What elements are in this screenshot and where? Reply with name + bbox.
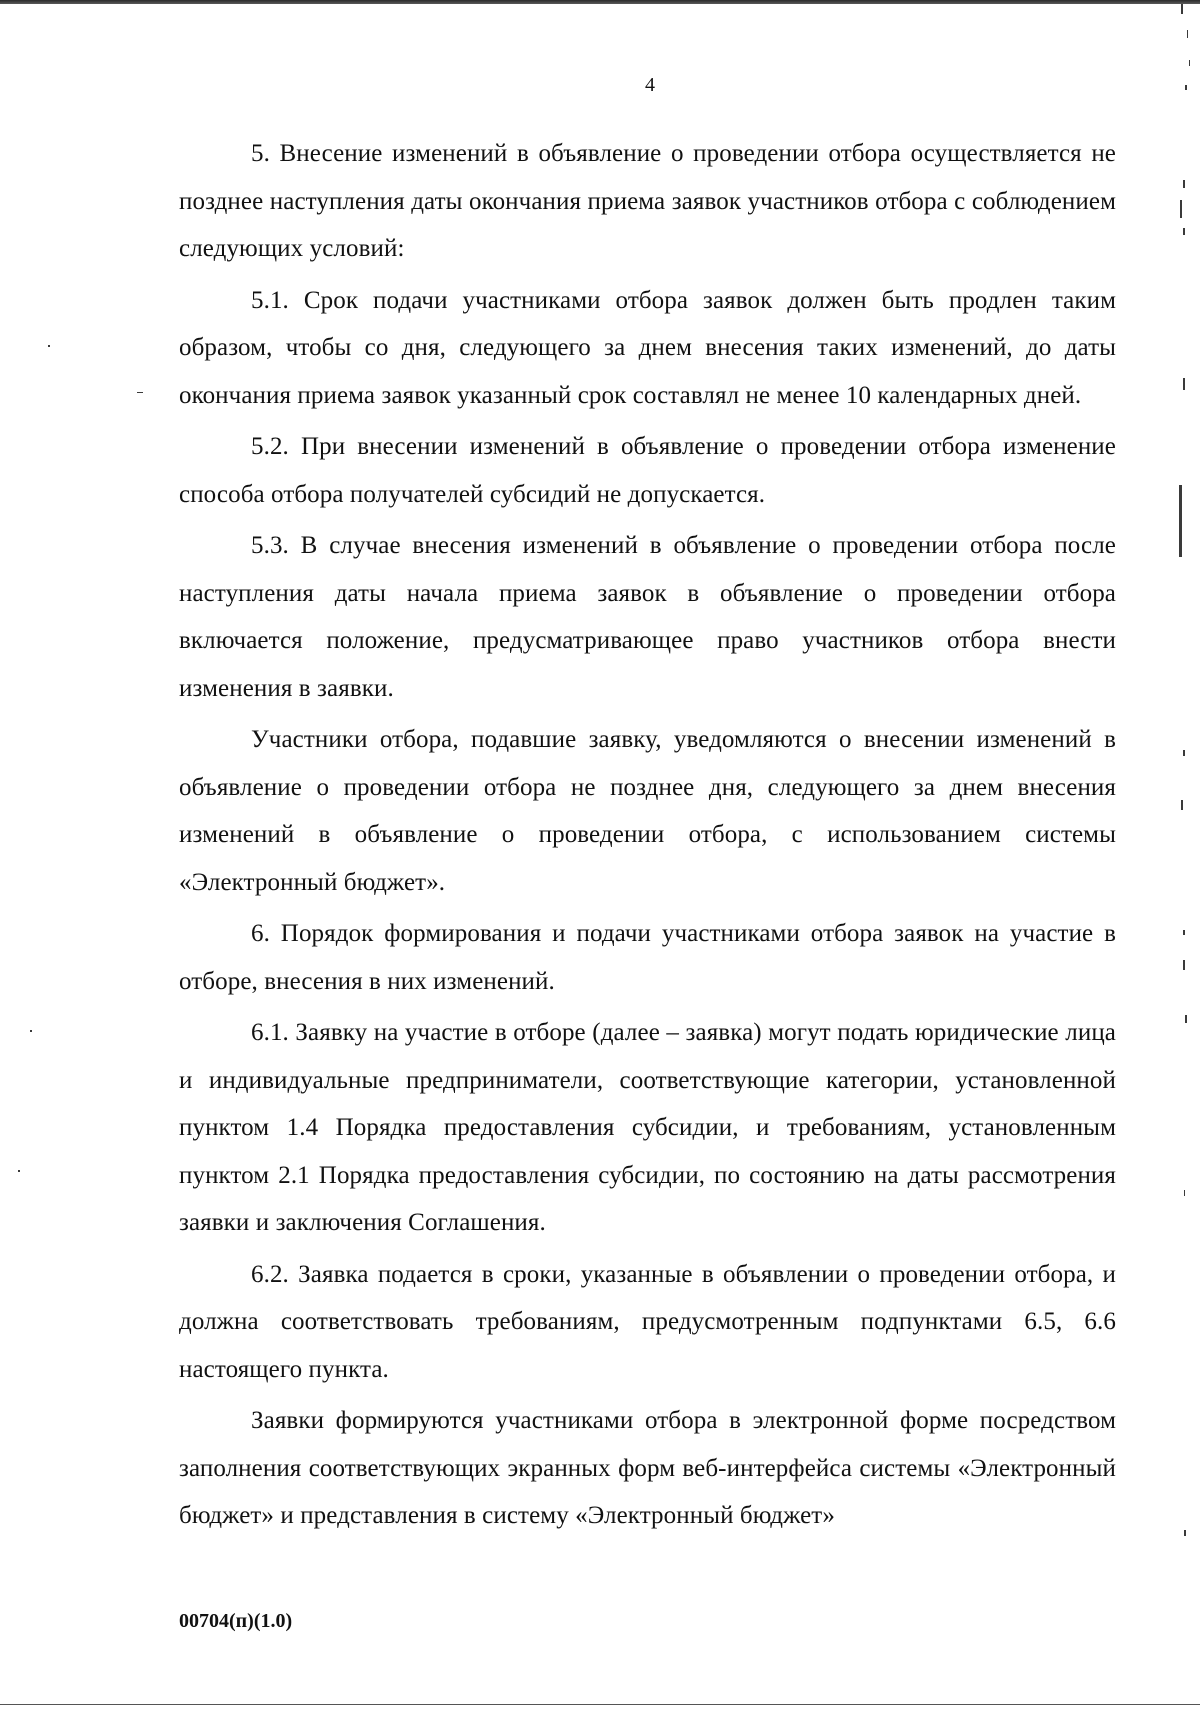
- paragraph-applications-formation: Заявки формируются участниками отбора в электронной форме посредством заполнения соответствующих экранных форм веб-интерфейса системы «Электронный бюджет» и представления в систему «Электронный бюджет»: [179, 1407, 1116, 1529]
- document-code: 00704(п)(1.0): [179, 1610, 293, 1632]
- paragraph-5-3: 5.3. В случае внесения изменений в объявление о проведении отбора после наступления даты начала приема заявок в объявление о проведении отбора включается положение, предусматривающее право участников отбора внести изменения в заявки.: [179, 532, 1116, 702]
- paragraph-5-1: 5.1. Срок подачи участниками отбора заявок должен быть продлен таким образом, чтобы со дня, следующего за днем внесения таких изменений, до даты окончания приема заявок указанный срок составлял не менее 10 календарных дней.: [179, 286, 1116, 409]
- paragraph-6: 6. Порядок формирования и подачи участниками отбора заявок на участие в отборе, внесения в них изменений.: [179, 920, 1116, 995]
- paragraph-5: 5. Внесение изменений в объявление о проведении отбора осуществляется не позднее наступления даты окончания приема заявок участников отбора с соблюдением следующих условий:: [179, 140, 1116, 262]
- document-body: [179, 130, 1116, 1544]
- paragraph-6-2: 6.2. Заявка подается в сроки, указанные в объявлении о проведении отбора, и должна соответствовать требованиям, предусмотренным подпунктами 6.5, 6.6 настоящего пункта.: [179, 1260, 1116, 1383]
- paragraph-notification: Участники отбора, подавшие заявку, уведомляются о внесении изменений в объявление о проведении отбора не позднее дня, следующего за днем внесения изменений в объявление о проведении отбора, с использованием системы «Электронный бюджет».: [179, 726, 1116, 896]
- page-number: 4: [645, 74, 655, 96]
- scan-bottom-edge: [0, 1704, 1200, 1705]
- paragraph-6-1: 6.1. Заявку на участие в отборе (далее – заявка) могут подать юридические лица и индивидуальные предприниматели, соответствующие категории, установленной пунктом 1.4 Порядка предоставления субсидии, и требованиям, установленным пунктом 2.1 Порядка предоставления субсидии, по состоянию на даты рассмотрения заявки и заключения Соглашения.: [179, 1019, 1116, 1236]
- scan-top-edge: [0, 0, 1200, 4]
- paragraph-5-2: 5.2. При внесении изменений в объявление о проведении отбора изменение способа отбора получателей субсидий не допускается.: [179, 433, 1116, 508]
